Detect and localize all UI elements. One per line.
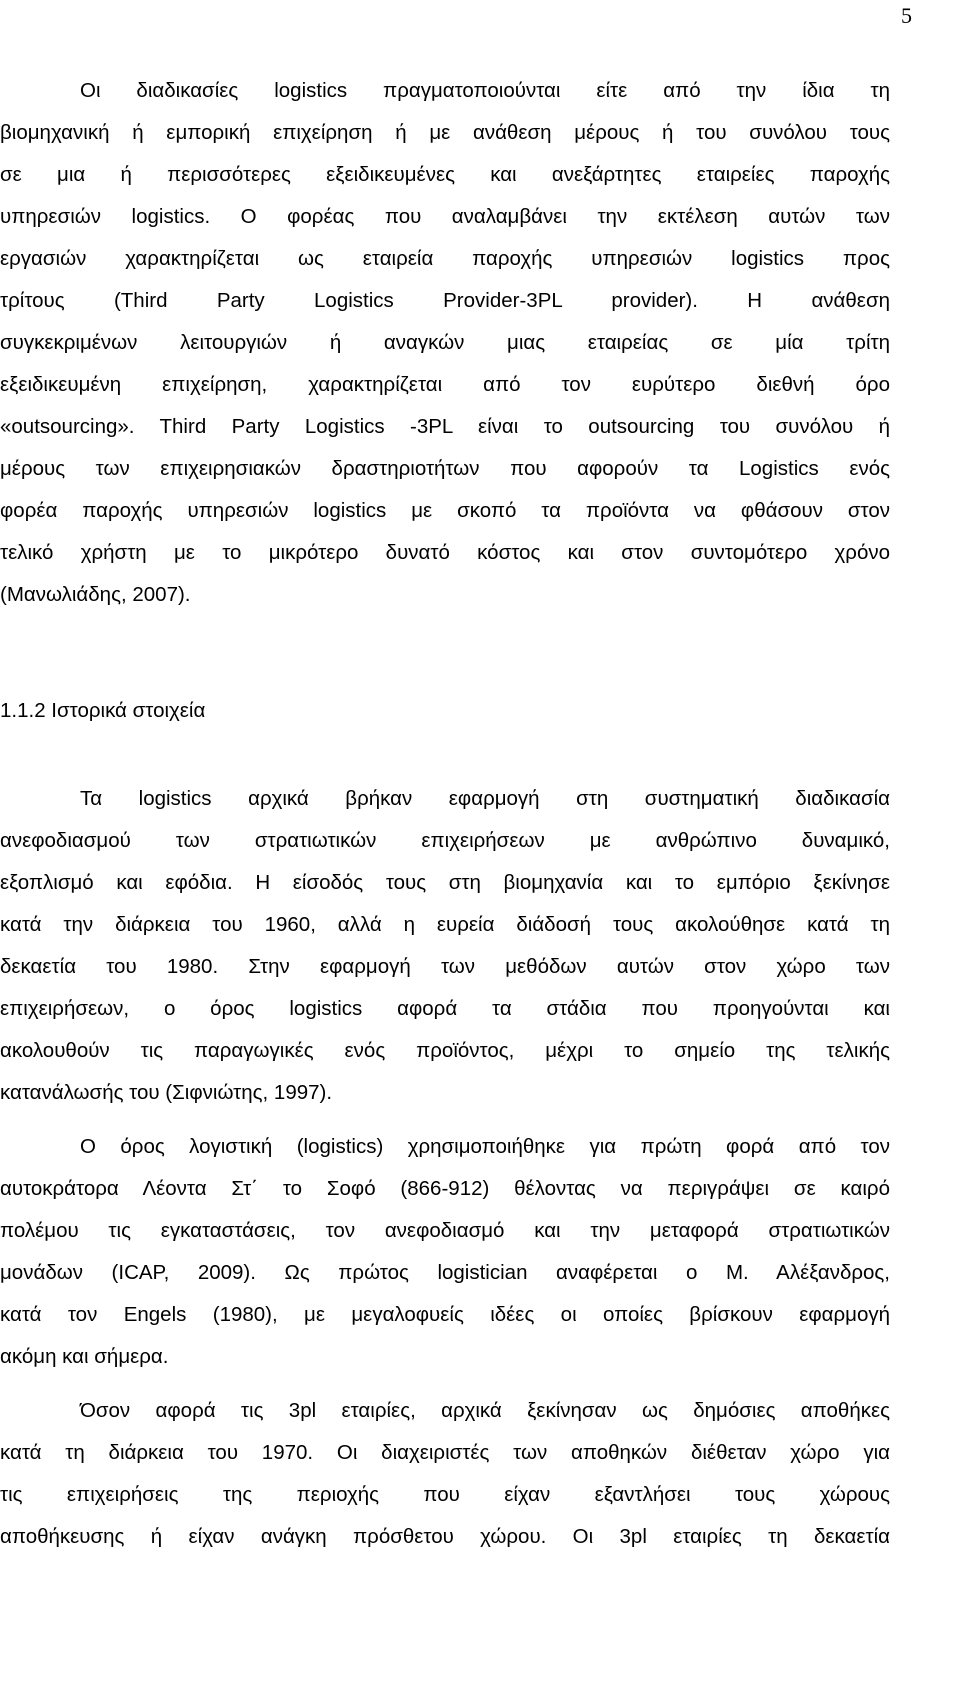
text-line: δεκαετία του 1980. Στην εφαρμογή των μεθόδων αυτών στον χώρο των — [0, 955, 890, 978]
text-line: ακολουθούν τις παραγωγικές ενός προϊόντος, μέχρι το σημείο της τελικής — [0, 1039, 890, 1062]
text-line: εξοπλισμό και εφόδια. Η είσοδός τους στη βιομηχανία και το εμπόριο ξεκίνησε — [0, 871, 890, 894]
text-line: κατά τη διάρκεια του 1970. Οι διαχειριστές των αποθηκών διέθεταν χώρο για — [0, 1441, 890, 1464]
text-line: συγκεκριμένων λειτουργιών ή αναγκών μιας εταιρείας σε μία τρίτη — [0, 331, 890, 354]
text-line: σε μια ή περισσότερες εξειδικευμένες και ανεξάρτητες εταιρείες παροχής — [0, 163, 890, 186]
text-line: τις επιχειρήσεις της περιοχής που είχαν εξαντλήσει τους χώρους — [0, 1483, 890, 1506]
text-line: εργασιών χαρακτηρίζεται ως εταιρεία παροχής υπηρεσιών logistics προς — [0, 247, 890, 270]
text-line: τελικό χρήστη με το μικρότερο δυνατό κόστος και στον συντομότερο χρόνο — [0, 541, 890, 564]
text-line: εξειδικευμένη επιχείρηση, χαρακτηρίζεται από τον ευρύτερο διεθνή όρο — [0, 373, 890, 396]
text-line: φορέα παροχής υπηρεσιών logistics με σκοπό τα προϊόντα να φθάσουν στον — [0, 499, 890, 522]
text-line: κατά τον Engels (1980), με μεγαλοφυείς ιδέες οι οποίες βρίσκουν εφαρμογή — [0, 1303, 890, 1326]
text-line: (Μανωλιάδης, 2007). — [0, 583, 191, 606]
text-line: κατανάλωσής του (Σιφνιώτης, 1997). — [0, 1081, 333, 1104]
text-line: υπηρεσιών logistics. Ο φορέας που αναλαμβάνει την εκτέλεση αυτών των — [0, 205, 890, 228]
text-line: επιχειρήσεων, ο όρος logistics αφορά τα στάδια που προηγούνται και — [0, 997, 890, 1020]
text-line: «outsourcing». Third Party Logistics -3PL είναι το outsourcing του συνόλου ή — [0, 415, 890, 438]
text-line: Τα logistics αρχικά βρήκαν εφαρμογή στη συστηματική διαδικασία — [80, 787, 890, 810]
text-line: Όσον αφορά τις 3pl εταιρίες, αρχικά ξεκίνησαν ως δημόσιες αποθήκες — [80, 1399, 890, 1422]
text-line: Ο όρος λογιστική (logistics) χρησιμοποιήθηκε για πρώτη φορά από τον — [80, 1135, 890, 1158]
text-line: αποθήκευσης ή είχαν ανάγκη πρόσθετου χώρου. Οι 3pl εταιρίες τη δεκαετία — [0, 1525, 890, 1548]
text-line: ανεφοδιασμού των στρατιωτικών επιχειρήσεων με ανθρώπινο δυναμικό, — [0, 829, 890, 852]
page-number: 5 — [901, 3, 912, 28]
text-line: βιομηχανική ή εμπορική επιχείρηση ή με ανάθεση μέρους ή του συνόλου τους — [0, 121, 890, 144]
text-line: μέρους των επιχειρησιακών δραστηριοτήτων που αφορούν τα Logistics ενός — [0, 457, 890, 480]
section-heading: 1.1.2 Ιστορικά στοιχεία — [0, 699, 206, 722]
text-line: αυτοκράτορα Λέοντα Στ΄ το Σοφό (866-912) θέλοντας να περιγράψει σε καιρό — [0, 1177, 890, 1200]
text-line: τρίτους (Third Party Logistics Provider-3PL provider). Η ανάθεση — [0, 289, 890, 312]
text-line: κατά την διάρκεια του 1960, αλλά η ευρεία διάδοσή τους ακολούθησε κατά τη — [0, 913, 890, 936]
text-line: μονάδων (ICAP, 2009). Ως πρώτος logistician αναφέρεται ο Μ. Αλέξανδρος, — [0, 1261, 890, 1284]
text-line: Οι διαδικασίες logistics πραγματοποιούνται είτε από την ίδια τη — [80, 79, 890, 102]
text-line: ακόμη και σήμερα. — [0, 1345, 169, 1368]
text-line: πολέμου τις εγκαταστάσεις, τον ανεφοδιασμό και την μεταφορά στρατιωτικών — [0, 1219, 890, 1242]
